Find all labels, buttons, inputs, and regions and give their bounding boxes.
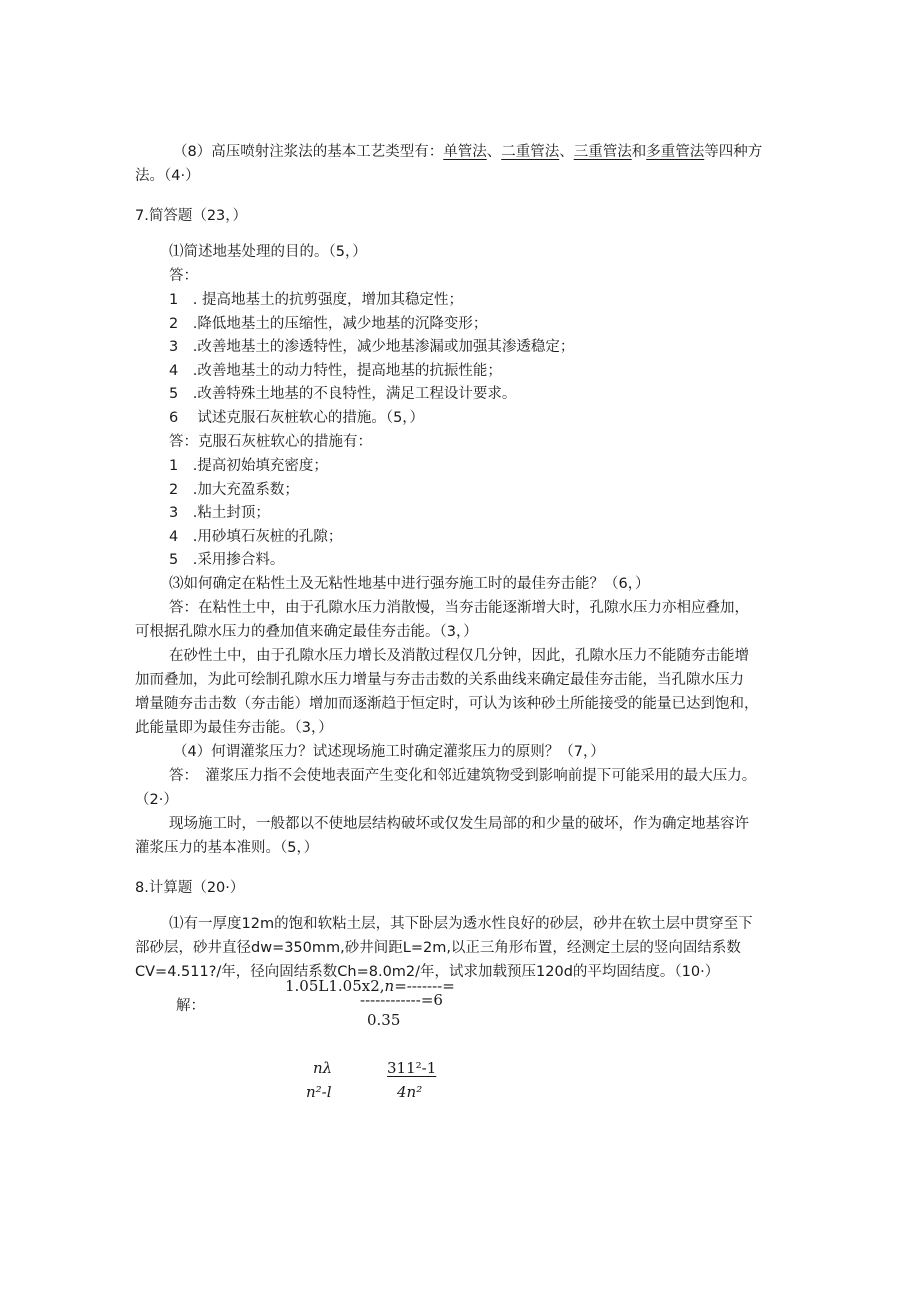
formula-denominator: 0.35 bbox=[367, 1011, 401, 1029]
q2-item-1: 1 .提高初始填充密度； bbox=[169, 458, 328, 474]
calc-q1-line1: ⑴有一厚度12m的饱和软粘土层，其下卧层为透水性良好的砂层，砂井在软土层中贯穿至下 bbox=[169, 916, 753, 932]
formula-numerator: 1.05L1.05x2, bbox=[285, 977, 385, 995]
q4-answer-line1: 答： 灌浆压力指不会使地表面产生变化和邻近建筑物受到影响前提下可能采用的最大压力。 bbox=[169, 768, 757, 784]
method-single-tube: 单管法 bbox=[443, 144, 487, 160]
method-triple-tube: 三重管法 bbox=[573, 144, 632, 160]
item8-sep2: 、 bbox=[559, 144, 574, 160]
formula-n2-l: n²-l bbox=[306, 1083, 332, 1101]
q3-question: ⑶如何确定在粘性土及无粘性地基中进行强夯施工时的最佳夯击能？（6，） bbox=[169, 576, 650, 592]
q4-question: （4）何谓灌浆压力？试述现场施工时确定灌浆压力的原则？（7，） bbox=[173, 744, 605, 760]
method-double-tube: 二重管法 bbox=[501, 144, 560, 160]
item8-suffix: 等四种方 bbox=[704, 144, 763, 160]
q2-question: 6 试述克服石灰桩软心的措施。（5，） bbox=[169, 410, 425, 426]
q1-question: ⑴简述地基处理的目的。（5，） bbox=[169, 244, 367, 260]
q4-answer-line3: 现场施工时，一般都以不使地层结构破坏或仅发生局部的和少量的破坏，作为确定地基容许 bbox=[169, 816, 749, 832]
q3-answer-line5: 增量随夯击击数（夯击能）增加而逐渐趋于恒定时，可认为该种砂土所能接受的能量已达到饱和， bbox=[135, 696, 759, 712]
solution-label: 解： bbox=[176, 998, 205, 1014]
q3-answer-line1: 答：在粘性土中，由于孔隙水压力消散慢，当夯击能逐渐增大时，孔隙水压力亦相应叠加， bbox=[169, 600, 749, 616]
q3-answer-line4: 加而叠加，为此可绘制孔隙水压力增量与夯击击数的关系曲线来确定最佳夯击能，当孔隙水压力 bbox=[135, 672, 744, 688]
method-multi-tube: 多重管法 bbox=[646, 144, 705, 160]
q1-item-5: 5 .改善特殊土地基的不良特性，满足工程设计要求。 bbox=[169, 386, 517, 402]
item8-line2: 法。（4·） bbox=[135, 168, 200, 184]
section7-heading: 7.简答题（23，） bbox=[135, 208, 248, 224]
formula-n-equals: n=-------= bbox=[384, 977, 455, 995]
q2-item-2: 2 .加大充盈系数； bbox=[169, 482, 299, 498]
formula-fraction-numerator: 311²-1 bbox=[387, 1059, 437, 1077]
item8-line1 bbox=[173, 142, 762, 162]
q1-answer-label: 答： bbox=[169, 268, 198, 284]
formula-n-lambda: nλ bbox=[313, 1059, 333, 1077]
item8-prefix: （8）高压喷射注浆法的基本工艺类型有： bbox=[173, 144, 444, 160]
formula-dashes: ------------=6 bbox=[360, 991, 443, 1009]
q1-item-4: 4 .改善地基土的动力特性，提高地基的抗振性能； bbox=[169, 363, 502, 379]
q2-item-4: 4 .用砂填石灰桩的孔隙； bbox=[169, 529, 343, 545]
q1-item-2: 2 .降低地基土的压缩性，减少地基的沉降变形； bbox=[169, 316, 488, 332]
section8-heading: 8.计算题（20·） bbox=[135, 880, 245, 896]
q3-answer-line3: 在砂性土中，由于孔隙水压力增长及消散过程仅几分钟，因此，孔隙水压力不能随夯击能增 bbox=[169, 648, 749, 664]
q1-item-3: 3 .改善地基土的渗透特性，减少地基渗漏或加强其渗透稳定； bbox=[169, 339, 575, 355]
q2-answer: 答：克服石灰桩软心的措施有： bbox=[169, 434, 372, 450]
formula-fraction-denominator: 4n² bbox=[397, 1083, 423, 1101]
q2-item-3: 3 .粘土封顶； bbox=[169, 505, 270, 521]
item8-sep1: 、 bbox=[486, 144, 502, 160]
q2-item-5: 5 .采用掺合料。 bbox=[169, 552, 285, 568]
item8-and: 和 bbox=[631, 144, 647, 160]
q1-item-1: 1 . 提高地基土的抗剪强度，增加其稳定性； bbox=[169, 292, 463, 308]
calc-q1-line3: CV=4.511?/年，径向固结系数Ch=8.0m2/年，试求加载预压120d的平均固结度。（10·） bbox=[135, 964, 720, 980]
calc-q1-line2: 部砂层，砂井直径dw=350mm,砂井间距L=2m,以正三角形布置，经测定土层的竖向固结系数 bbox=[135, 940, 741, 956]
q3-answer-line6: 此能量即为最佳夯击能。（3，） bbox=[135, 720, 333, 736]
q4-answer-line4: 灌浆压力的基本准则。（5，） bbox=[135, 840, 319, 856]
q3-answer-line2: 可根据孔隙水压力的叠加值来确定最佳夯击能。（3，） bbox=[135, 624, 478, 640]
q4-answer-line2: （2·） bbox=[135, 792, 178, 808]
